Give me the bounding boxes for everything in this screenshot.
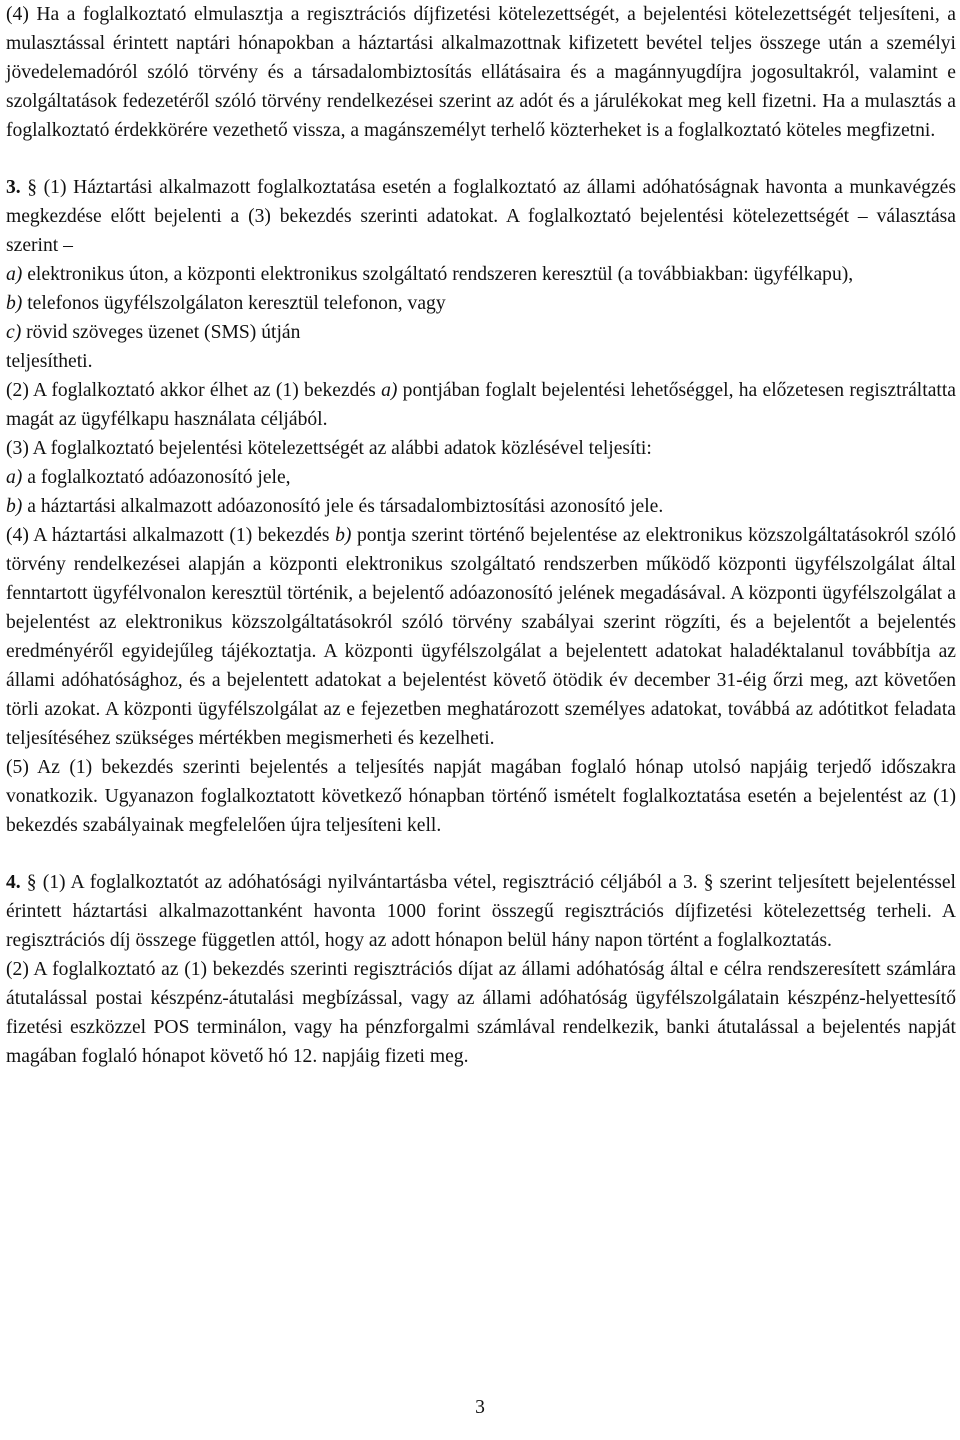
- p3-item-b-text: a háztartási alkalmazott adóazonosító jele és társadalombiztosítási azonosító jele.: [27, 496, 664, 517]
- section-4-number: 4.: [6, 872, 21, 893]
- item-a-text: elektronikus úton, a központi elektronikus szolgáltató rendszeren keresztül (a továbbiakban: ügyfélkapu),: [27, 264, 854, 285]
- section-4-sign: §: [26, 872, 37, 893]
- item-a-marker: a): [6, 264, 23, 285]
- section-3-item-b: [6, 289, 956, 318]
- paragraph-4-lead: (4) A háztartási alkalmazott (1) bekezdés: [6, 525, 330, 546]
- section-2-paragraph-4: (4) Ha a foglalkoztató elmulasztja a regisztrációs díjfizetési kötelezettségét, a bejelentési kötelezettségét teljesíteni, a mulasztással érintett naptári hónapokban a háztartási alkalmazottnak kifizetett bevétel teljes összege után a személyi jövedelemadóról szóló törvény és a társadalombiztosítás ellátásaira és a magánnyugdíjra jogosultakról, valamint e szolgáltatások fedezetéről szóló törvény rendelkezései szerint az adót és a járulékokat meg kell fizetni. Ha a mulasztás a foglalkoztató érdekkörére vezethető vissza, a magánszemélyt terhelő közterheket is a foglalkoztató köteles megfizetni.: [6, 4, 956, 141]
- page-number: 3: [475, 1397, 485, 1418]
- item-c-text: rövid szöveges üzenet (SMS) útján: [26, 322, 301, 343]
- section-3-paragraph-1-text: (1) Háztartási alkalmazott foglalkoztatása esetén a foglalkoztató az állami adóhatóságnak havonta a munkavégzés megkezdése előtt bejelenti a (3) bekezdés szerinti adatokat. A foglalkoztató bejelentési kötelezettségét – választása szerint –: [6, 177, 956, 256]
- section-3-paragraph-2: [6, 376, 956, 434]
- p3-item-b-marker: b): [6, 496, 23, 517]
- paragraph-4-rest: pontja szerint történő bejelentése az elektronikus közszolgáltatásokról szóló törvény rendelkezései alapján a központi elektronikus szolgáltató rendszerben működő központi ügyfélszolgálat által fenntartott ügyfélvonalon keresztül történik, a bejelentő adóazonosító jelének megadásával. A központi ügyfélszolgálat a bejelentést az elektronikus közszolgáltatásokról szóló törvény szabályai szerint rögzíti, és a bejelentőt a bejelentés eredményéről egyidejűleg tájékoztatja. A központi ügyfélszolgálat a bejelentett adatokat haladéktalanul továbbítja az állami adóhatósághoz, és a bejelentett adatokat a bejelentést követő ötödik év december 31-éig őrzi meg, azt követően törli azokat. A központi ügyfélszolgálat az e fejezetben meghatározott személyes adatokat, továbbá az adótitkot feladata teljesítéséhez szükséges mértékben megismerheti és kezelheti.: [6, 525, 957, 749]
- section-gap: [6, 840, 956, 868]
- document-page: [6, 0, 956, 1440]
- item-c-marker: c): [6, 322, 22, 343]
- section-3-paragraph-1-closing: teljesítheti.: [6, 351, 93, 372]
- paragraph-4-marker: b): [335, 525, 352, 546]
- section-3-item-c: [6, 318, 956, 347]
- section-4-paragraph-2: (2) A foglalkoztató az (1) bekezdés szerinti regisztrációs díjat az állami adóhatóság által e célra rendszeresített számlára átutalással postai készpénz-átutalási megbízással, vagy az állami adóhatóság ügyfélszolgálatain készpénz-helyettesítő fizetési eszközzel POS terminálon, vagy ha pénzforgalmi számlával rendelkezik, banki átutalással a bejelentés napját magában foglaló hónapot követő hó 12. napjáig fizeti meg.: [6, 959, 956, 1067]
- item-b-marker: b): [6, 293, 23, 314]
- item-b-text: telefonos ügyfélszolgálaton keresztül telefonon, vagy: [27, 293, 446, 314]
- p3-item-a-marker: a): [6, 467, 23, 488]
- paragraph-2-lead: (2) A foglalkoztató akkor élhet az (1) bekezdés: [6, 380, 376, 401]
- section-3-paragraph-3: (3) A foglalkoztató bejelentési kötelezettségét az alábbi adatok közlésével teljesíti:: [6, 438, 652, 459]
- paragraph-2-rest: pontjában foglalt bejelentési lehetőséggel, ha előzetesen regisztráltatta magát az ügyfélkapu használata céljából.: [6, 380, 956, 430]
- section-3-number: 3.: [6, 177, 21, 198]
- p3-item-a-text: a foglalkoztató adóazonosító jele,: [27, 467, 291, 488]
- paragraph-2-marker: a): [381, 380, 398, 401]
- section-3-paragraph-5: (5) Az (1) bekezdés szerinti bejelentés a teljesítés napját magában foglaló hónap utolsó napjáig terjedő időszakra vonatkozik. Ugyanazon foglalkoztatott következő hónapban történő ismételt foglalkoztatása esetén a bejelentést az (1) bekezdés szabályainak megfelelően újra teljesíteni kell.: [6, 757, 956, 836]
- section-gap: [6, 145, 956, 173]
- section-3-paragraph-3-item-a: [6, 463, 956, 492]
- section-3-paragraph-3-item-b: [6, 492, 956, 521]
- section-3-paragraph-1: [6, 173, 956, 260]
- section-3-item-a: [6, 260, 956, 289]
- section-4-paragraph-1-text: (1) A foglalkoztatót az adóhatósági nyilvántartásba vétel, regisztráció céljából a 3. § szerint teljesített bejelentéssel érintett háztartási alkalmazottanként havonta 1000 forint összegű regisztrációs díjfizetési kötelezettség terheli. A regisztrációs díj összege független attól, hogy az adott hónapon belül hány napon történt a foglalkoztatás.: [6, 872, 956, 951]
- section-3-paragraph-4: [6, 521, 956, 753]
- section-4-paragraph-1: [6, 868, 956, 955]
- section-3-sign: §: [27, 177, 38, 198]
